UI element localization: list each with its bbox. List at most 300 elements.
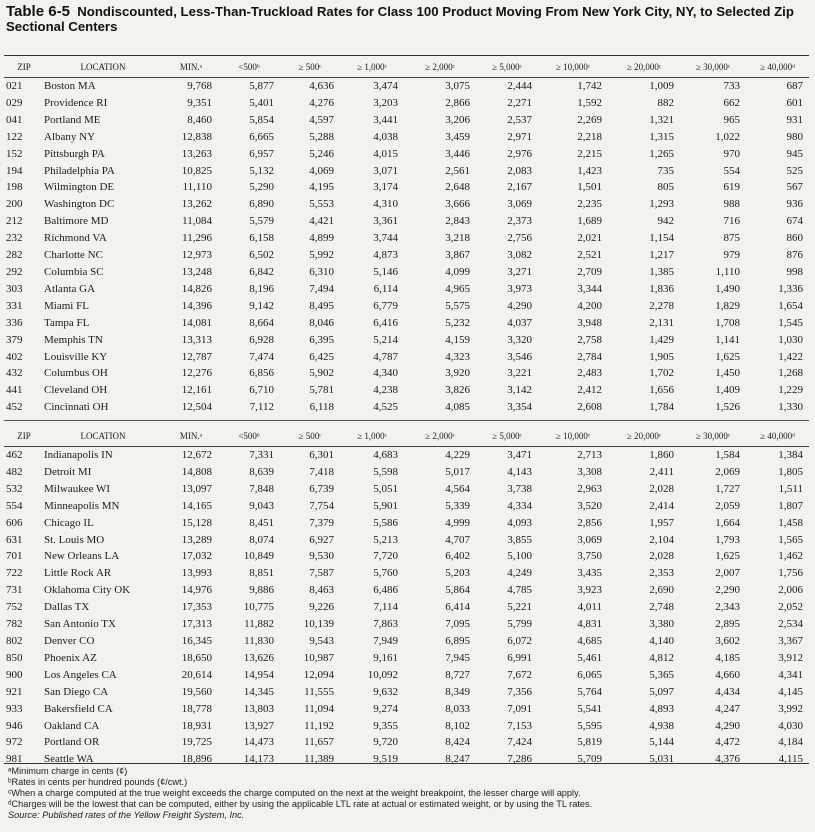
column-header: ZIP xyxy=(4,57,42,78)
location-cell: Cincinnati OH xyxy=(44,401,109,414)
rate-cell: 3,826 xyxy=(445,384,470,397)
rate-cell: 14,081 xyxy=(181,316,212,329)
rate-cell: 5,017 xyxy=(445,465,470,478)
rate-cell: 2,269 xyxy=(577,113,602,126)
rate-cell: 8,074 xyxy=(249,533,274,546)
footnote-b: ᵇRates in cents per hundred pounds (¢/cwt.) xyxy=(8,777,188,787)
rate-cell: 4,037 xyxy=(507,316,532,329)
zip-cell: 900 xyxy=(6,668,23,681)
rate-cell: 4,030 xyxy=(778,719,803,732)
zip-cell: 532 xyxy=(6,482,23,495)
rate-cell: 11,110 xyxy=(182,181,212,194)
rate-cell: 2,843 xyxy=(445,215,470,228)
zip-cell: 482 xyxy=(6,465,23,478)
rate-cell: 2,052 xyxy=(778,601,803,614)
rate-cell: 7,286 xyxy=(507,753,532,766)
rate-cell: 936 xyxy=(786,198,803,211)
rate-cell: 5,781 xyxy=(309,384,334,397)
rate-cell: 9,226 xyxy=(309,601,334,614)
rate-cell: 2,278 xyxy=(649,299,674,312)
table-row xyxy=(4,616,809,633)
rate-cell: 6,957 xyxy=(249,147,274,160)
zip-cell: 802 xyxy=(6,634,23,647)
rate-cell: 3,071 xyxy=(373,164,398,177)
rate-cell: 8,424 xyxy=(445,736,470,749)
rate-cell: 12,787 xyxy=(181,350,212,363)
rate-cell: 6,118 xyxy=(309,401,334,414)
rate-cell: 10,825 xyxy=(181,164,212,177)
column-header: <500ᵇ xyxy=(218,57,280,78)
rate-cell: 5,764 xyxy=(577,685,602,698)
rate-cell: 9,886 xyxy=(249,584,274,597)
column-header: ≥ 30,000ᶜ xyxy=(680,57,746,78)
rate-cell: 4,893 xyxy=(649,702,674,715)
rate-cell: 1,805 xyxy=(778,465,803,478)
rate-cell: 875 xyxy=(723,232,740,245)
rate-cell: 5,760 xyxy=(373,567,398,580)
zip-cell: 041 xyxy=(6,113,23,126)
rate-cell: 6,158 xyxy=(249,232,274,245)
rate-cell: 554 xyxy=(723,164,740,177)
rate-cell: 11,389 xyxy=(304,753,334,766)
location-cell: Pittsburgh PA xyxy=(44,147,105,160)
rate-cell: 4,145 xyxy=(778,685,803,698)
rate-cell: 4,238 xyxy=(373,384,398,397)
table-row xyxy=(4,230,809,247)
rate-cell: 17,313 xyxy=(181,618,212,631)
rate-cell: 1,860 xyxy=(649,449,674,461)
zip-cell: 452 xyxy=(6,401,23,414)
rate-cell: 7,945 xyxy=(445,651,470,664)
rate-cell: 3,069 xyxy=(507,198,532,211)
table-row xyxy=(4,650,809,667)
rate-cell: 1,836 xyxy=(649,282,674,295)
rate-cell: 8,851 xyxy=(249,567,274,580)
rate-cell: 4,115 xyxy=(778,753,803,766)
location-cell: Baltimore MD xyxy=(44,215,109,228)
rate-cell: 5,214 xyxy=(373,333,398,346)
rate-cell: 12,973 xyxy=(181,249,212,262)
location-cell: Dallas TX xyxy=(44,601,90,614)
rate-cell: 7,356 xyxy=(507,685,532,698)
rate-cell: 6,301 xyxy=(309,449,334,461)
rate-cell: 5,819 xyxy=(577,736,602,749)
rate-cell: 6,402 xyxy=(445,550,470,563)
rate-cell: 2,713 xyxy=(577,449,602,461)
rate-cell: 8,451 xyxy=(249,516,274,529)
rate-cell: 4,015 xyxy=(373,147,398,160)
rate-cell: 1,429 xyxy=(649,333,674,346)
location-cell: Atlanta GA xyxy=(44,282,96,295)
rate-cell: 733 xyxy=(723,80,740,92)
location-cell: San Diego CA xyxy=(44,685,109,698)
rate-cell: 2,748 xyxy=(649,601,674,614)
location-cell: Seattle WA xyxy=(44,753,94,766)
rate-cell: 3,203 xyxy=(373,96,398,109)
rate-cell: 2,290 xyxy=(715,584,740,597)
column-header: ≥ 1,000ᶜ xyxy=(340,426,404,447)
rate-cell: 5,031 xyxy=(649,753,674,766)
rate-cell: 1,565 xyxy=(778,533,803,546)
location-cell: Denver CO xyxy=(44,634,95,647)
rate-cell: 3,441 xyxy=(373,113,398,126)
location-cell: Boston MA xyxy=(44,80,96,92)
zip-cell: 232 xyxy=(6,232,23,245)
rate-cell: 7,418 xyxy=(309,465,334,478)
rate-cell: 1,229 xyxy=(778,384,803,397)
rate-cell: 6,486 xyxy=(373,584,398,597)
rate-cell: 11,296 xyxy=(182,232,212,245)
rate-cell: 2,534 xyxy=(778,618,803,631)
rate-cell: 1,330 xyxy=(778,401,803,414)
location-cell: Chicago IL xyxy=(44,516,94,529)
rate-cell: 9,274 xyxy=(373,702,398,715)
rate-cell: 1,511 xyxy=(778,482,803,495)
table-row xyxy=(4,163,809,180)
rate-cell: 4,323 xyxy=(445,350,470,363)
table-row xyxy=(4,281,809,298)
rate-cell: 2,218 xyxy=(577,130,602,143)
rate-cell: 2,784 xyxy=(577,350,602,363)
table-row xyxy=(4,78,809,95)
table-row xyxy=(4,734,809,751)
column-header: ≥ 20,000ᶜ xyxy=(608,426,680,447)
rate-cell: 2,608 xyxy=(577,401,602,414)
zip-cell: 441 xyxy=(6,384,23,397)
header-row xyxy=(4,57,809,78)
rate-cell: 3,218 xyxy=(445,232,470,245)
rate-cell: 13,313 xyxy=(181,333,212,346)
rate-cell: 1,336 xyxy=(778,282,803,295)
zip-cell: 981 xyxy=(6,753,23,766)
rate-cell: 19,560 xyxy=(181,685,212,698)
rate-cell: 4,812 xyxy=(649,651,674,664)
rate-cell: 6,842 xyxy=(249,265,274,278)
rate-cell: 3,520 xyxy=(577,499,602,512)
rate-cell: 3,206 xyxy=(445,113,470,126)
rate-cell: 4,938 xyxy=(649,719,674,732)
rate-cell: 2,069 xyxy=(715,465,740,478)
rate-cell: 9,720 xyxy=(373,736,398,749)
rate-cell: 7,754 xyxy=(309,499,334,512)
rate-cell: 1,784 xyxy=(649,401,674,414)
rate-cell: 3,546 xyxy=(507,350,532,363)
location-cell: Charlotte NC xyxy=(44,249,103,262)
rate-cell: 2,521 xyxy=(577,249,602,262)
rate-cell: 2,709 xyxy=(577,265,602,278)
rate-cell: 3,435 xyxy=(577,567,602,580)
rate-cell: 4,085 xyxy=(445,401,470,414)
rate-cell: 14,826 xyxy=(181,282,212,295)
rate-cell: 2,343 xyxy=(715,601,740,614)
rate-cell: 14,173 xyxy=(243,753,274,766)
rate-cell: 4,965 xyxy=(445,282,470,295)
rate-cell: 4,685 xyxy=(577,634,602,647)
rate-cell: 882 xyxy=(657,96,674,109)
rate-cell: 1,664 xyxy=(715,516,740,529)
rate-cell: 8,463 xyxy=(309,584,334,597)
zip-cell: 282 xyxy=(6,249,23,262)
location-cell: Miami FL xyxy=(44,299,89,312)
column-header: ZIP xyxy=(4,426,42,447)
rate-cell: 13,803 xyxy=(243,702,274,715)
rate-cell: 10,849 xyxy=(243,550,274,563)
column-header: ≥ 500ᶜ xyxy=(280,57,340,78)
rate-cell: 2,235 xyxy=(577,198,602,211)
rate-cell: 3,920 xyxy=(445,367,470,380)
rate-cell: 4,660 xyxy=(715,668,740,681)
location-cell: Phoenix AZ xyxy=(44,651,97,664)
footnote-c: ᶜWhen a charge computed at the true weight exceeds the charge computed on the next at the weight breakpoint, the lesser charge will apply. xyxy=(8,788,581,798)
rate-cell: 10,987 xyxy=(303,651,334,664)
location-cell: Tampa FL xyxy=(44,316,90,329)
rate-cell: 1,793 xyxy=(715,533,740,546)
column-header: LOCATION xyxy=(42,426,164,447)
rate-cell: 17,353 xyxy=(181,601,212,614)
zip-cell: 972 xyxy=(6,736,23,749)
table-row xyxy=(4,112,809,129)
rate-cell: 9,768 xyxy=(187,80,212,92)
rate-cell: 3,075 xyxy=(445,80,470,92)
rate-cell: 4,376 xyxy=(715,753,740,766)
rate-cell: 5,877 xyxy=(249,80,274,92)
rate-cell: 3,738 xyxy=(507,482,532,495)
rate-cell: 942 xyxy=(657,215,674,228)
rate-cell: 4,159 xyxy=(445,333,470,346)
rate-cell: 18,778 xyxy=(181,702,212,715)
column-header: ≥ 40,000ᵈ xyxy=(746,57,809,78)
rate-cell: 10,775 xyxy=(243,601,274,614)
rate-cell: 2,083 xyxy=(507,164,532,177)
table-row xyxy=(4,179,809,196)
rate-cell: 687 xyxy=(786,80,803,92)
table-row xyxy=(4,95,809,112)
rate-cell: 2,167 xyxy=(507,181,532,194)
rate-cell: 979 xyxy=(723,249,740,262)
rate-cell: 1,458 xyxy=(778,516,803,529)
rate-cell: 6,065 xyxy=(577,668,602,681)
zip-cell: 701 xyxy=(6,550,23,563)
zip-cell: 782 xyxy=(6,618,23,631)
rate-cell: 4,249 xyxy=(507,567,532,580)
table-row xyxy=(4,548,809,565)
location-cell: Detroit MI xyxy=(44,465,92,478)
rate-cell: 4,290 xyxy=(507,299,532,312)
rate-cell: 8,349 xyxy=(445,685,470,698)
rate-cell: 662 xyxy=(723,96,740,109)
column-header: ≥ 5,000ᶜ xyxy=(476,426,538,447)
rate-cell: 9,355 xyxy=(373,719,398,732)
rate-cell: 2,444 xyxy=(507,80,532,92)
rate-cell: 6,856 xyxy=(249,367,274,380)
rate-cell: 5,595 xyxy=(577,719,602,732)
zip-cell: 198 xyxy=(6,181,23,194)
rate-cell: 4,787 xyxy=(373,350,398,363)
rate-cell: 5,864 xyxy=(445,584,470,597)
location-cell: Indianapolis IN xyxy=(44,449,113,461)
rate-cell: 14,954 xyxy=(243,668,274,681)
table-caption xyxy=(6,4,811,34)
rate-cell: 15,128 xyxy=(181,516,212,529)
rate-cell: 12,838 xyxy=(181,130,212,143)
location-cell: Washington DC xyxy=(44,198,115,211)
location-cell: Columbus OH xyxy=(44,367,108,380)
rate-cell: 5,132 xyxy=(249,164,274,177)
rate-cell: 4,999 xyxy=(445,516,470,529)
rate-cell: 14,165 xyxy=(181,499,212,512)
rate-cell: 5,461 xyxy=(577,651,602,664)
rate-cell: 6,414 xyxy=(445,601,470,614)
rate-cell: 3,474 xyxy=(373,80,398,92)
rate-cell: 12,161 xyxy=(181,384,212,397)
rate-cell: 12,672 xyxy=(181,449,212,461)
rate-cell: 3,744 xyxy=(373,232,398,245)
rate-cell: 6,739 xyxy=(309,482,334,495)
table-title: Nondiscounted, Less-Than-Truckload Rates for Class 100 Product Moving From New York City, NY, to Selected Zip Sectional Centers xyxy=(6,4,794,34)
location-cell: New Orleans LA xyxy=(44,550,120,563)
rate-cell: 2,483 xyxy=(577,367,602,380)
footnotes xyxy=(8,766,808,821)
location-cell: Providence RI xyxy=(44,96,108,109)
rate-cell: 4,899 xyxy=(309,232,334,245)
rate-cell: 4,683 xyxy=(373,449,398,461)
zip-cell: 336 xyxy=(6,316,23,329)
table-label: Table 6-5 xyxy=(6,3,70,20)
rate-cell: 7,379 xyxy=(309,516,334,529)
rate-cell: 5,579 xyxy=(249,215,274,228)
rate-cell: 6,310 xyxy=(309,265,334,278)
rate-cell: 805 xyxy=(657,181,674,194)
rate-cell: 3,602 xyxy=(715,634,740,647)
rate-cell: 2,412 xyxy=(577,384,602,397)
rate-cell: 1,293 xyxy=(649,198,674,211)
rate-cell: 20,614 xyxy=(181,668,212,681)
rate-cell: 4,011 xyxy=(577,601,602,614)
location-cell: Little Rock AR xyxy=(44,567,112,580)
rate-cell: 8,046 xyxy=(309,316,334,329)
table-row xyxy=(4,196,809,213)
rate-cell: 2,104 xyxy=(649,533,674,546)
table-row xyxy=(4,264,809,281)
rate-cell: 1,545 xyxy=(778,316,803,329)
rate-cell: 8,639 xyxy=(249,465,274,478)
zip-cell: 631 xyxy=(6,533,23,546)
table-row xyxy=(4,481,809,498)
rate-cell: 4,310 xyxy=(373,198,398,211)
table-row xyxy=(4,146,809,163)
rate-cell: 11,555 xyxy=(304,685,334,698)
table-row xyxy=(4,684,809,701)
rate-cell: 7,153 xyxy=(507,719,532,732)
zip-cell: 850 xyxy=(6,651,23,664)
zip-cell: 946 xyxy=(6,719,23,732)
table-body-upper xyxy=(4,78,809,417)
zip-cell: 731 xyxy=(6,584,23,597)
rate-cell: 4,093 xyxy=(507,516,532,529)
location-cell: Minneapolis MN xyxy=(44,499,120,512)
rate-cell: 1,742 xyxy=(577,80,602,92)
rate-cell: 18,650 xyxy=(181,651,212,664)
rate-cell: 965 xyxy=(723,113,740,126)
rate-cell: 1,727 xyxy=(715,482,740,495)
rate-cell: 2,373 xyxy=(507,215,532,228)
rate-cell: 4,038 xyxy=(373,130,398,143)
rate-cell: 1,584 xyxy=(715,449,740,461)
table-row xyxy=(4,667,809,684)
rate-cell: 9,043 xyxy=(249,499,274,512)
column-header: ≥ 2,000ᶜ xyxy=(404,426,476,447)
location-cell: Bakersfield CA xyxy=(44,702,113,715)
rate-cell: 2,758 xyxy=(577,333,602,346)
rate-cell: 5,144 xyxy=(649,736,674,749)
rate-cell: 7,587 xyxy=(309,567,334,580)
rate-cell: 7,424 xyxy=(507,736,532,749)
rate-cell: 10,139 xyxy=(303,618,334,631)
rate-cell: 4,143 xyxy=(507,465,532,478)
table-row xyxy=(4,633,809,650)
location-cell: Memphis TN xyxy=(44,333,103,346)
rate-cell: 3,344 xyxy=(577,282,602,295)
rate-cell: 1,708 xyxy=(715,316,740,329)
rate-cell: 4,276 xyxy=(309,96,334,109)
rate-cell: 4,564 xyxy=(445,482,470,495)
rate-cell: 6,927 xyxy=(309,533,334,546)
table-row xyxy=(4,582,809,599)
rate-cell: 1,592 xyxy=(577,96,602,109)
rate-cell: 5,246 xyxy=(309,147,334,160)
rate-cell: 3,973 xyxy=(507,282,532,295)
rate-cell: 3,992 xyxy=(778,702,803,715)
rate-cell: 4,472 xyxy=(715,736,740,749)
rate-cell: 3,459 xyxy=(445,130,470,143)
rate-cell: 3,354 xyxy=(507,401,532,414)
rate-cell: 998 xyxy=(786,265,803,278)
rate-cell: 10,092 xyxy=(367,668,398,681)
rate-cell: 5,288 xyxy=(309,130,334,143)
rate-cell: 5,541 xyxy=(577,702,602,715)
zip-cell: 021 xyxy=(6,80,23,92)
rate-cell: 16,345 xyxy=(181,634,212,647)
rate-cell: 7,474 xyxy=(249,350,274,363)
table-row xyxy=(4,399,809,416)
location-cell: Oakland CA xyxy=(44,719,100,732)
rate-cell: 19,725 xyxy=(181,736,212,749)
table-row xyxy=(4,129,809,146)
rate-cell: 8,033 xyxy=(445,702,470,715)
rate-cell: 7,848 xyxy=(249,482,274,495)
rate-cell: 601 xyxy=(786,96,803,109)
source-note: Source: Published rates of the Yellow Freight System, Inc. xyxy=(8,810,245,820)
rate-cell: 5,799 xyxy=(507,618,532,631)
rate-cell: 8,196 xyxy=(249,282,274,295)
rate-cell: 2,215 xyxy=(577,147,602,160)
rate-cell: 14,345 xyxy=(243,685,274,698)
location-cell: St. Louis MO xyxy=(44,533,105,546)
table-row xyxy=(4,247,809,264)
footnote-d: ᵈCharges will be the lowest that can be computed, either by using the applicable LTL rate at actual or estimated weight, or by using the TL rates. xyxy=(8,799,593,809)
rate-cell: 9,543 xyxy=(309,634,334,647)
rate-cell: 14,473 xyxy=(243,736,274,749)
rate-cell: 4,340 xyxy=(373,367,398,380)
zip-cell: 152 xyxy=(6,147,23,160)
rate-cell: 4,229 xyxy=(445,449,470,461)
rate-cell: 5,598 xyxy=(373,465,398,478)
column-header: ≥ 20,000ᶜ xyxy=(608,57,680,78)
rate-cell: 716 xyxy=(723,215,740,228)
location-cell: Oklahoma City OK xyxy=(44,584,131,597)
rate-cell: 1,702 xyxy=(649,367,674,380)
rate-cell: 3,142 xyxy=(507,384,532,397)
